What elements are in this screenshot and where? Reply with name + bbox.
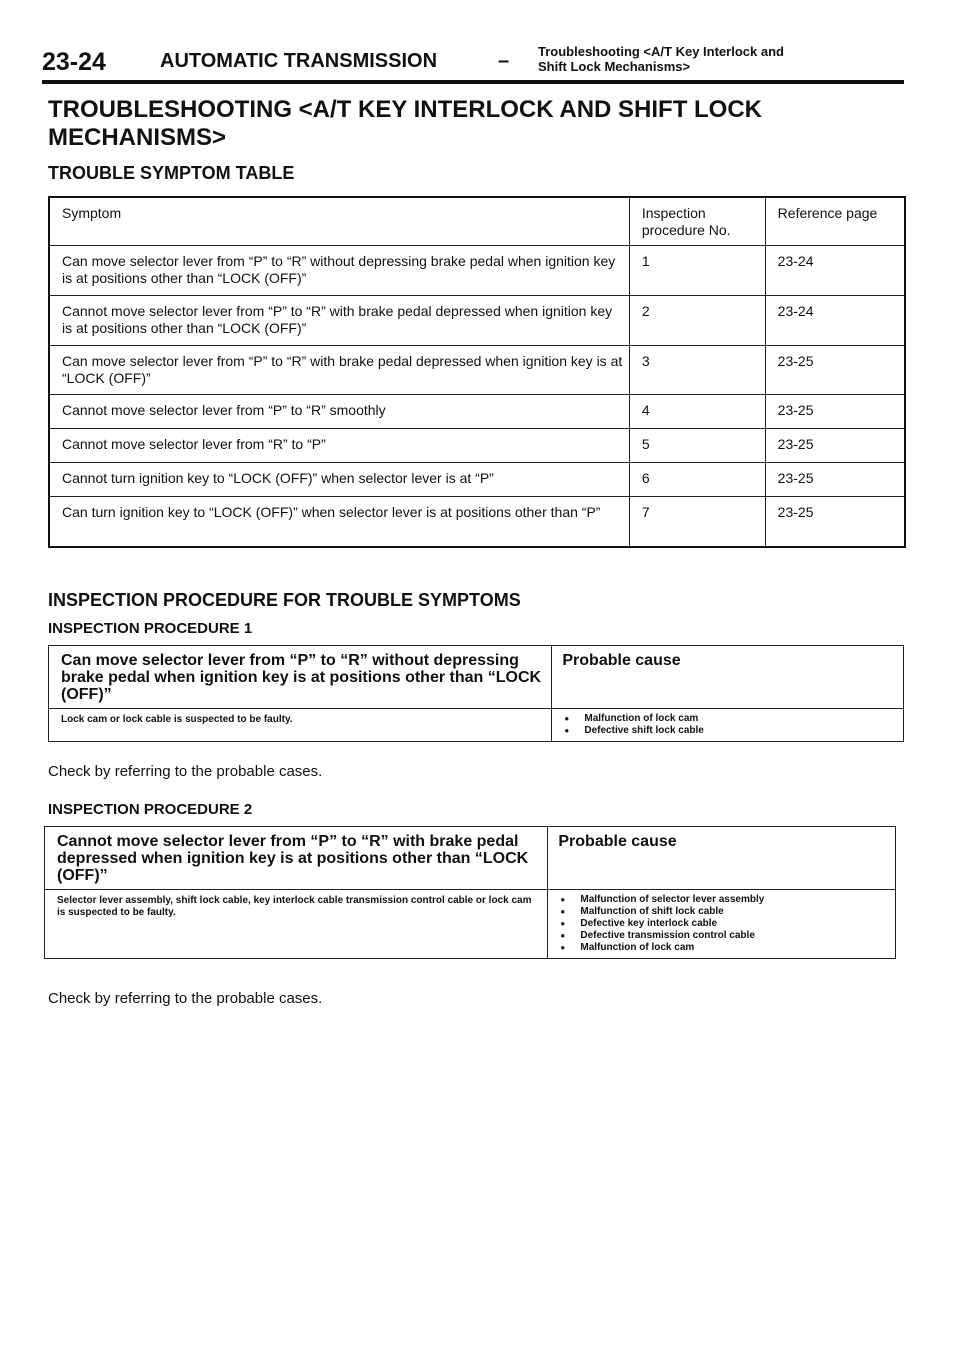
procedure-2-note: Check by referring to the probable cases. <box>48 990 323 1007</box>
table-row <box>49 395 905 429</box>
procedure-2-cause-header: Probable cause <box>548 827 896 890</box>
page-cell: 23-24 <box>765 246 905 296</box>
procedure-1-description: Lock cam or lock cable is suspected to be faulty. <box>49 709 552 742</box>
cause-item: ● Malfunction of shift lock cable <box>558 906 887 918</box>
page-cell: 23-25 <box>765 346 905 395</box>
symptom-cell: Cannot move selector lever from “R” to “P” <box>49 429 629 463</box>
procedure-1-note: Check by referring to the probable cases. <box>48 763 323 780</box>
table-row <box>49 346 905 395</box>
procedure-cell: 3 <box>629 346 765 395</box>
table-row <box>49 463 905 497</box>
page-header <box>42 44 904 84</box>
cause-item: ● Defective shift lock cable <box>562 725 895 737</box>
symptom-cell: Cannot move selector lever from “P” to “R” smoothly <box>49 395 629 429</box>
symptom-cell: Can turn ignition key to “LOCK (OFF)” when selector lever is at positions other than “P” <box>49 497 629 548</box>
procedure-1-table <box>48 645 904 742</box>
procedure-1-cause-header: Probable cause <box>552 646 904 709</box>
procedure-cell: 7 <box>629 497 765 548</box>
symptom-cell: Cannot turn ignition key to “LOCK (OFF)” when selector lever is at “P” <box>49 463 629 497</box>
header-symptom: Symptom <box>49 197 629 246</box>
symptom-cell: Can move selector lever from “P” to “R” with brake pedal depressed when ignition key is at “LOCK (OFF)” <box>49 346 629 395</box>
procedure-cell: 4 <box>629 395 765 429</box>
header-subtitle-line-2: Shift Lock Mechanisms> <box>538 59 691 74</box>
page-cell: 23-25 <box>765 429 905 463</box>
cause-item: ● Malfunction of selector lever assembly <box>558 894 887 906</box>
procedure-2-heading: INSPECTION PROCEDURE 2 <box>48 801 253 818</box>
page-number: 23-24 <box>42 48 106 76</box>
header-subtitle-line-1: Troubleshooting <A/T Key Interlock and <box>538 44 784 59</box>
inspection-heading: INSPECTION PROCEDURE FOR TROUBLE SYMPTOMS <box>48 590 521 610</box>
header-dash: – <box>498 50 510 72</box>
symptom-cell: Can move selector lever from “P” to “R” without depressing brake pedal when ignition key is at positions other than “LOCK (OFF)” <box>49 246 629 296</box>
table-row <box>49 497 905 548</box>
symptom-cell: Cannot move selector lever from “P” to “R” with brake pedal depressed when ignition key is at positions other than “LOCK (OFF)” <box>49 296 629 346</box>
table-row <box>49 246 905 296</box>
cause-item: ● Defective transmission control cable <box>558 930 887 942</box>
cause-item: ● Defective key interlock cable <box>558 918 887 930</box>
page-cell: 23-25 <box>765 395 905 429</box>
procedure-cell: 1 <box>629 246 765 296</box>
procedure-cell: 5 <box>629 429 765 463</box>
cause-item: ● Malfunction of lock cam <box>562 713 895 725</box>
procedure-2-description: Selector lever assembly, shift lock cable, key interlock cable transmission control cable or lock cam is suspected to be faulty. <box>45 890 548 959</box>
page-title: TROUBLESHOOTING <A/T KEY INTERLOCK AND SHIFT LOCK MECHANISMS> <box>48 96 763 151</box>
procedure-1-heading: INSPECTION PROCEDURE 1 <box>48 620 253 637</box>
header-inspection-procedure: Inspection procedure No. <box>629 197 765 246</box>
header-reference-page: Reference page <box>765 197 905 246</box>
procedure-2-table <box>44 826 896 959</box>
procedure-1-title: Can move selector lever from “P” to “R” without depressing brake pedal when ignition key is at positions other than “LOCK (OFF)” <box>49 646 552 709</box>
cause-item: ● Malfunction of lock cam <box>558 942 887 954</box>
table-row <box>49 429 905 463</box>
page-cell: 23-25 <box>765 463 905 497</box>
symptom-table-heading: TROUBLE SYMPTOM TABLE <box>48 163 295 183</box>
table-row <box>49 296 905 346</box>
procedure-2-causes <box>548 890 896 959</box>
header-subtitle <box>538 44 784 74</box>
procedure-cell: 2 <box>629 296 765 346</box>
procedure-cell: 6 <box>629 463 765 497</box>
page-cell: 23-25 <box>765 497 905 548</box>
procedure-2-title: Cannot move selector lever from “P” to “R” with brake pedal depressed when ignition key is at positions other than “LOCK (OFF)” <box>45 827 548 890</box>
procedure-1-causes <box>552 709 904 742</box>
section-title: AUTOMATIC TRANSMISSION <box>160 50 438 72</box>
table-header-row <box>49 197 905 246</box>
page-cell: 23-24 <box>765 296 905 346</box>
trouble-symptom-table <box>48 196 906 548</box>
